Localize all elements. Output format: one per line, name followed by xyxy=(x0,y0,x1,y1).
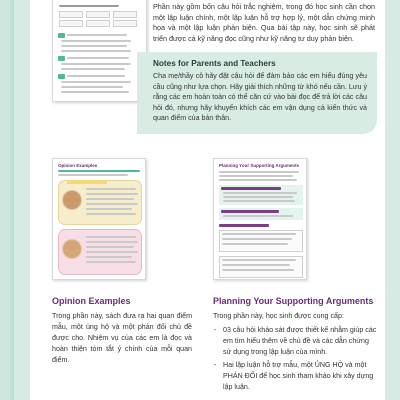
planning-intro: Trong phần này, học sinh được cung cấp: xyxy=(213,312,344,320)
notes-text: Cha mẹ/thầy cô hãy đặt câu hỏi để đảm bảo các em hiểu đúng yêu cầu cũng như lựa chọn. Hãy giải thích những từ khó nếu cần. Lưu ý rằng các em hoàn toàn có thể căn cứ vào bài đọc để trả lời các câu hỏi đó, nhưng hãy khuyến khích các em vận dụng cả kiến thức và quan điểm của bản thân. xyxy=(153,72,367,123)
notes-box xyxy=(137,52,377,134)
thumb-planning-title: Planning Your Supporting Arguments xyxy=(219,163,300,168)
planning-list-item: - 03 câu hỏi khảo sát được thiết kế nhằm giúp các em tìm hiểu thêm về chủ đề và các dẫn chứng sử dụng trong lập luận của mình. xyxy=(213,325,378,358)
multiple-choice-description: Phần này gồm bốn câu hỏi trắc nghiệm, trong đó học sinh cần chọn một lập luận chính, một lập luận hỗ trợ hợp lý, một dẫn chứng minh họa và một lập luận phản biện. Qua bài tập này, học sinh sẽ phát triển được cả kỹ năng đọc cũng như kỹ năng tư duy phản biện. xyxy=(153,2,375,43)
multiple-choice-page-thumbnail xyxy=(52,0,147,102)
thumb-opinion-title: Opinion Examples xyxy=(58,163,98,168)
opinion-examples-section xyxy=(52,296,192,366)
left-decor-strip xyxy=(0,0,14,400)
planning-list-item: - Hai lập luận hỗ trợ mẫu, một ỦNG HỘ và một PHẢN ĐỐI để học sinh tham khảo khi xây dựng lập luận. xyxy=(213,360,378,393)
opinion-examples-heading: Opinion Examples xyxy=(52,296,131,306)
opinion-examples-thumbnail xyxy=(52,158,146,280)
notes-title: Notes for Parents and Teachers xyxy=(153,59,276,68)
planning-arguments-thumbnail xyxy=(213,158,307,280)
student-photo-1 xyxy=(62,190,82,210)
planning-list xyxy=(213,325,378,393)
student-photo-2 xyxy=(62,239,82,259)
opinion-examples-text: Trong phần này, sách đưa ra hai quan điểm mẫu, một ủng hộ và một phản đối chủ đề được cho. Nhiệm vụ của các em là đọc và hoàn thiện tóm tắt ý chính của mỗi quan điểm. xyxy=(52,312,192,364)
planning-heading: Planning Your Supporting Arguments xyxy=(213,296,374,306)
planning-section xyxy=(213,296,378,395)
